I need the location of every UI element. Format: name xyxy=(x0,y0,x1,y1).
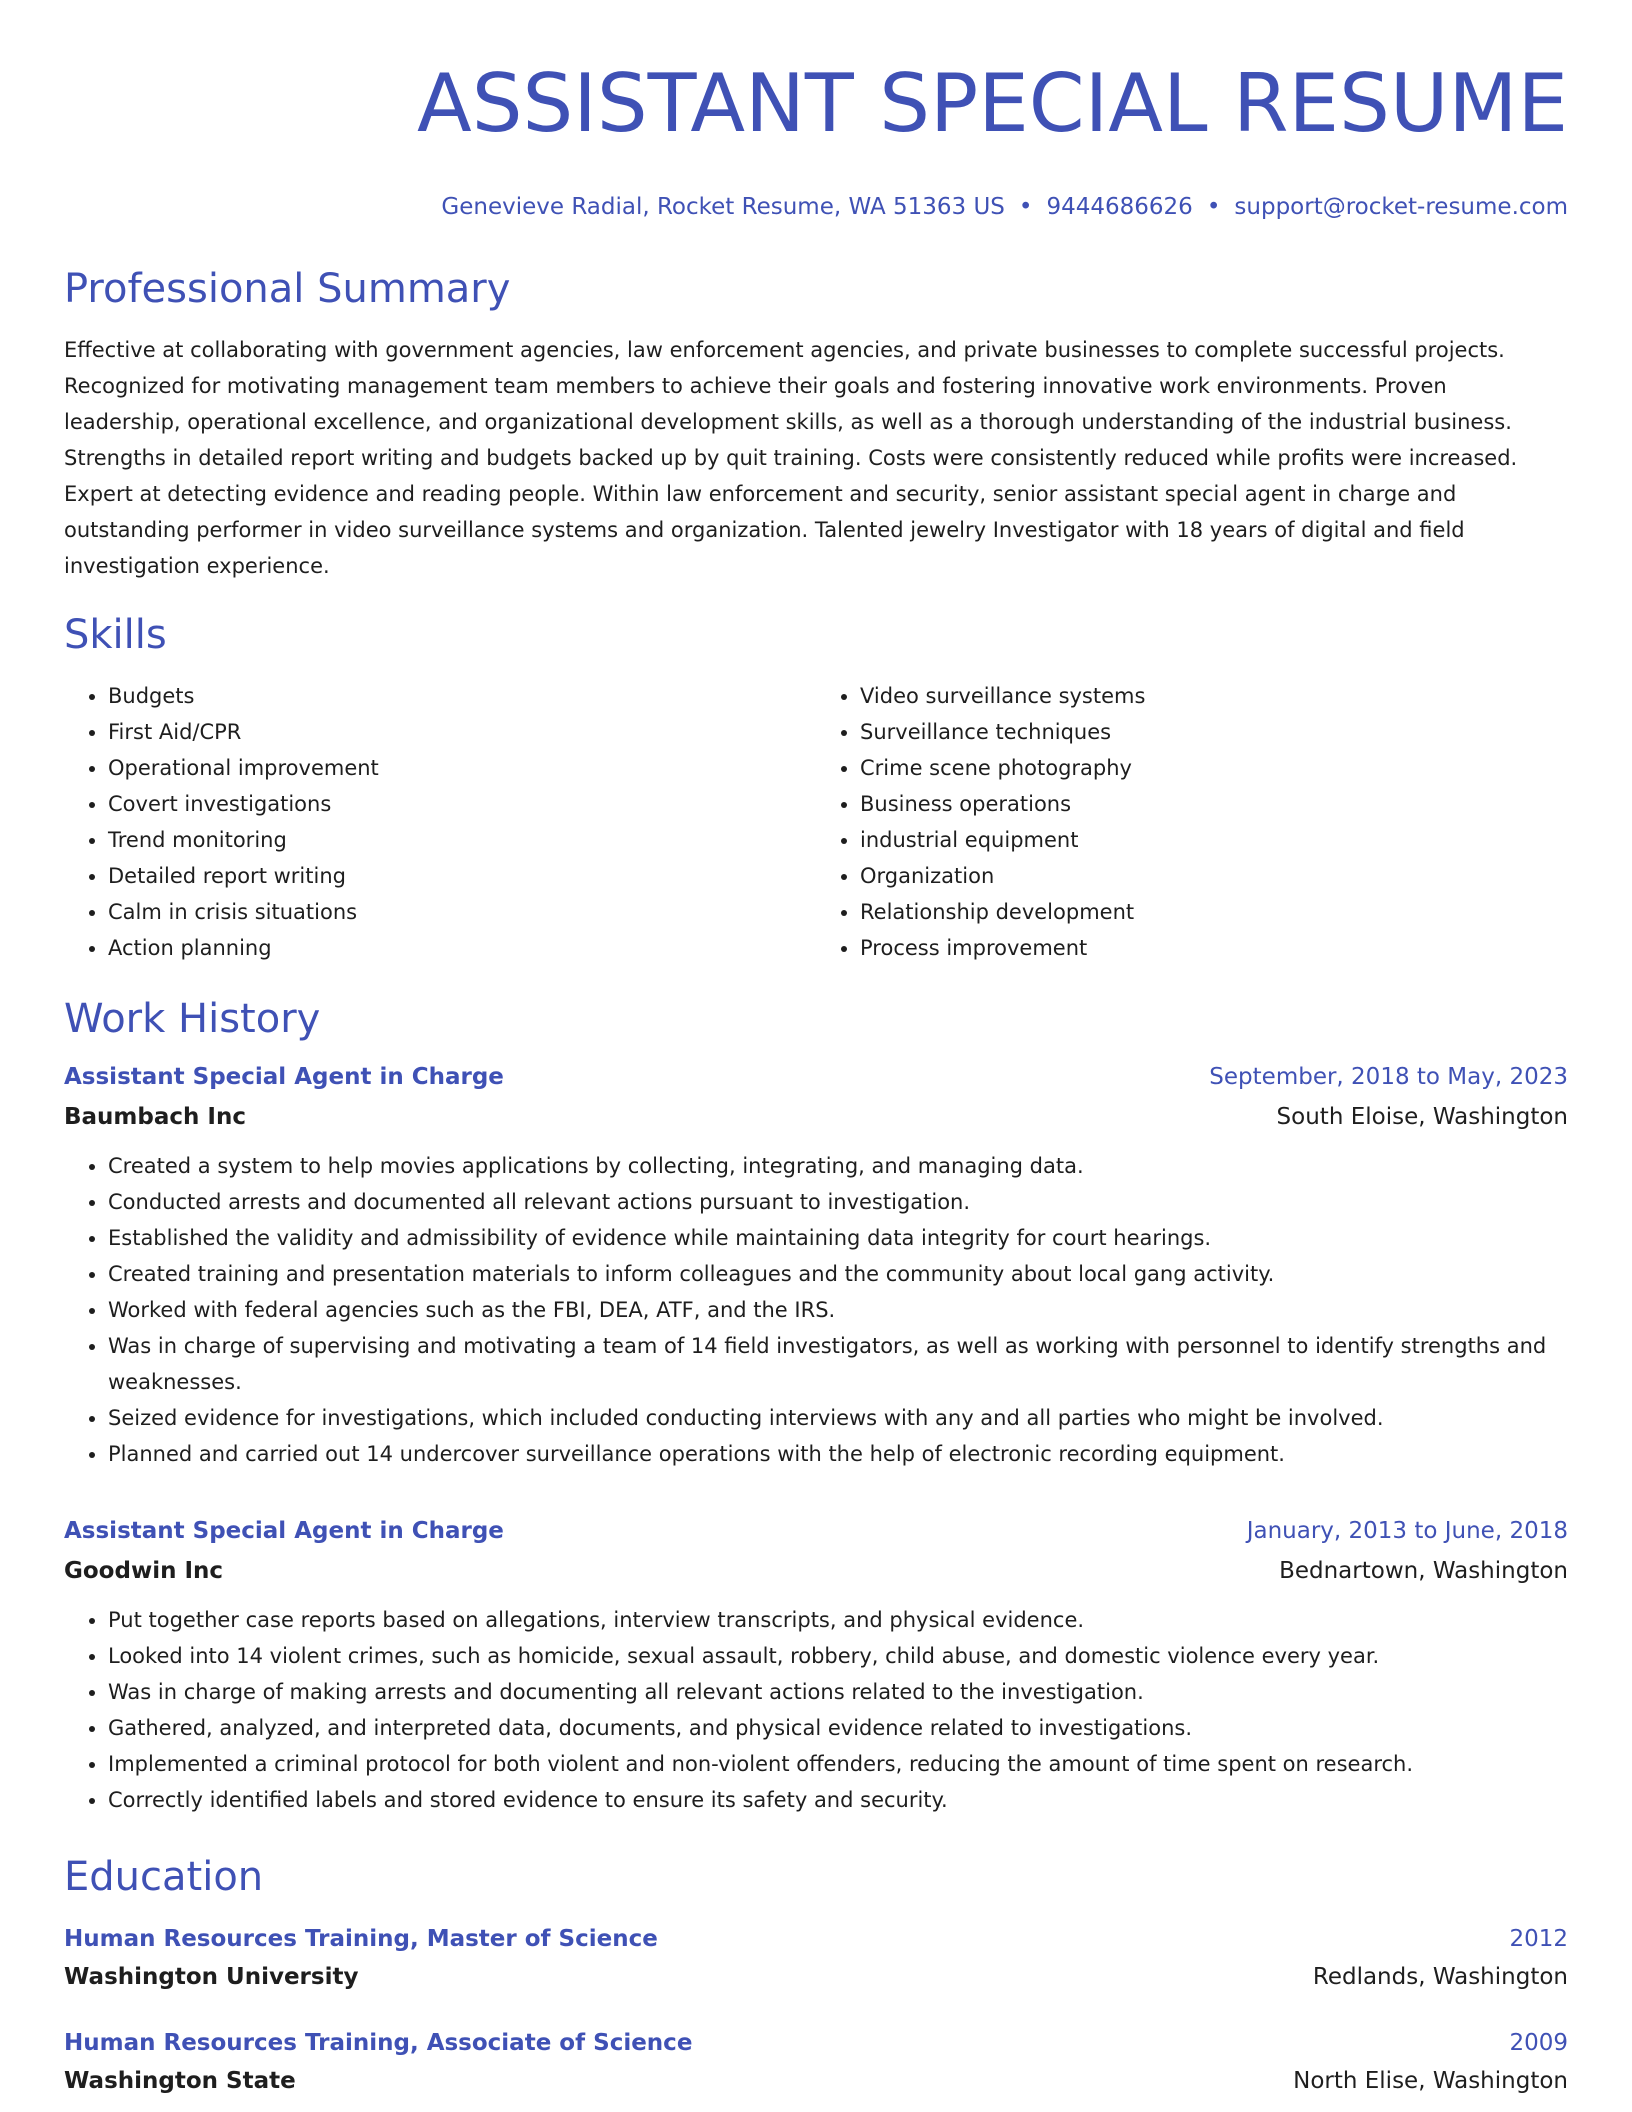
contact-phone: 9444686626 xyxy=(1046,194,1193,220)
skill-item: • Action planning xyxy=(108,930,816,966)
education-school: Washington State xyxy=(64,2068,296,2094)
summary-heading: Professional Summary xyxy=(64,266,511,312)
skills-section xyxy=(64,610,1568,966)
resume-title: ASSISTANT SPECIAL RESUME xyxy=(417,57,1568,150)
education-school: Washington University xyxy=(64,1964,359,1990)
job-company: Goodwin Inc xyxy=(64,1558,224,1584)
skill-item: • Organization xyxy=(860,858,1568,894)
professional-summary-section xyxy=(64,264,1568,584)
contact-line xyxy=(64,192,1568,222)
job-bullet: • Implemented a criminal protocol for both violent and non-violent offenders, reducing the amount of time spent on research. xyxy=(108,1746,1568,1782)
education-degree-row xyxy=(64,2028,1568,2058)
job-bullet: • Established the validity and admissibility of evidence while maintaining data integrity for court hearings. xyxy=(108,1220,1568,1256)
work-history-heading: Work History xyxy=(64,996,321,1042)
contact-address: Genevieve Radial, Rocket Resume, WA 51363 US xyxy=(441,194,1005,220)
job-bullet: • Looked into 14 violent crimes, such as homicide, sexual assault, robbery, child abuse, and domestic violence every year. xyxy=(108,1638,1568,1674)
skills-list-left xyxy=(64,678,816,966)
job-location: South Eloise, Washington xyxy=(1276,1104,1568,1130)
job-bullet: • Created a system to help movies applications by collecting, integrating, and managing data. xyxy=(108,1148,1568,1184)
job-title-row xyxy=(64,1516,1568,1546)
job-bullet: • Planned and carried out 14 undercover surveillance operations with the help of electronic recording equipment. xyxy=(108,1436,1568,1472)
education-section xyxy=(64,1852,1568,2096)
job-bullet: • Seized evidence for investigations, which included conducting interviews with any and all parties who might be involved. xyxy=(108,1400,1568,1436)
education-heading: Education xyxy=(64,1854,264,1900)
skill-item: • Budgets xyxy=(108,678,816,714)
job-bullet: • Was in charge of supervising and motivating a team of 14 field investigators, as well as working with personnel to identify strengths and weaknesses. xyxy=(108,1328,1568,1400)
skills-heading: Skills xyxy=(64,612,167,658)
education-location: Redlands, Washington xyxy=(1312,1964,1568,1990)
skill-item: • Operational improvement xyxy=(108,750,816,786)
skill-item: • Surveillance techniques xyxy=(860,714,1568,750)
education-degree: Human Resources Training, Associate of Science xyxy=(64,2030,693,2056)
skill-item: • Detailed report writing xyxy=(108,858,816,894)
job-role: Assistant Special Agent in Charge xyxy=(64,1064,504,1090)
education-school-row xyxy=(64,2066,1568,2096)
skills-columns xyxy=(64,678,1568,966)
job-bullets xyxy=(64,1602,1568,1818)
skill-item: • Video surveillance systems xyxy=(860,678,1568,714)
skill-item: • First Aid/CPR xyxy=(108,714,816,750)
job-bullet: • Gathered, analyzed, and interpreted data, documents, and physical evidence related to investigations. xyxy=(108,1710,1568,1746)
skill-item: • Process improvement xyxy=(860,930,1568,966)
job-dates: January, 2013 to June, 2018 xyxy=(1246,1518,1568,1544)
job-bullet: • Created training and presentation materials to inform colleagues and the community about local gang activity. xyxy=(108,1256,1568,1292)
job-entry xyxy=(64,1062,1568,1472)
skill-item: • Trend monitoring xyxy=(108,822,816,858)
skill-item: • Covert investigations xyxy=(108,786,816,822)
resume-header xyxy=(64,0,1568,222)
contact-email: support@rocket-resume.com xyxy=(1234,194,1568,220)
job-dates: September, 2018 to May, 2023 xyxy=(1209,1064,1568,1090)
job-bullet: • Worked with federal agencies such as the FBI, DEA, ATF, and the IRS. xyxy=(108,1292,1568,1328)
education-entry xyxy=(64,2028,1568,2096)
job-bullet: • Was in charge of making arrests and documenting all relevant actions related to the investigation. xyxy=(108,1674,1568,1710)
job-location: Bednartown, Washington xyxy=(1279,1558,1568,1584)
summary-text: Effective at collaborating with government agencies, law enforcement agencies, and private businesses to complete successful projects. Recognized for motivating management team members to achieve their goals and fostering innovative work environments. Proven leadership, operational excellence, and organizational development skills, as well as a thorough understanding of the industrial business. Strengths in detailed report writing and budgets backed up by quit training. Costs were consistently reduced while profits were increased. Expert at detecting evidence and reading people. Within law enforcement and security, senior assistant special agent in charge and outstanding performer in video surveillance systems and organization. Talented jewelry Investigator with 18 years of digital and field investigation experience. xyxy=(64,338,1518,578)
education-entry xyxy=(64,1924,1568,1992)
job-role: Assistant Special Agent in Charge xyxy=(64,1518,504,1544)
job-bullet: • Correctly identified labels and stored evidence to ensure its safety and security. xyxy=(108,1782,1568,1818)
contact-separator: • xyxy=(1206,194,1221,220)
education-year: 2012 xyxy=(1509,1926,1568,1952)
education-location: North Elise, Washington xyxy=(1293,2068,1568,2094)
job-bullets xyxy=(64,1148,1568,1472)
education-degree: Human Resources Training, Master of Science xyxy=(64,1926,658,1952)
job-title-row xyxy=(64,1062,1568,1092)
education-school-row xyxy=(64,1962,1568,1992)
job-bullet: • Put together case reports based on allegations, interview transcripts, and physical evidence. xyxy=(108,1602,1568,1638)
education-year: 2009 xyxy=(1509,2030,1568,2056)
skill-item: • Calm in crisis situations xyxy=(108,894,816,930)
skill-item: • industrial equipment xyxy=(860,822,1568,858)
job-company-row xyxy=(64,1102,1568,1132)
skill-item: • Crime scene photography xyxy=(860,750,1568,786)
work-history-section xyxy=(64,994,1568,1818)
contact-separator: • xyxy=(1018,194,1033,220)
job-company: Baumbach Inc xyxy=(64,1104,246,1130)
job-entry xyxy=(64,1516,1568,1818)
skills-list-right xyxy=(816,678,1568,966)
job-company-row xyxy=(64,1556,1568,1586)
education-degree-row xyxy=(64,1924,1568,1954)
skill-item: • Relationship development xyxy=(860,894,1568,930)
job-bullet: • Conducted arrests and documented all relevant actions pursuant to investigation. xyxy=(108,1184,1568,1220)
skill-item: • Business operations xyxy=(860,786,1568,822)
